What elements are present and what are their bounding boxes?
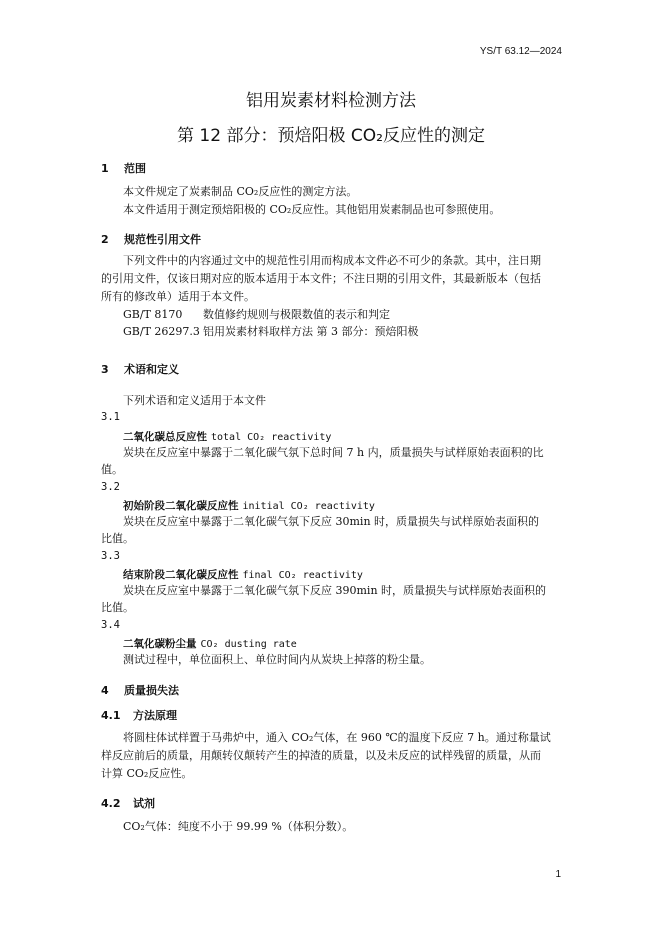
term-english: initial CO₂ reactivity xyxy=(242,501,375,512)
paragraph: 计算 CO₂反应性。 xyxy=(101,767,193,780)
reference-item xyxy=(123,325,419,339)
term-number: 3.3 xyxy=(101,550,120,562)
section-3-heading xyxy=(101,361,179,377)
section-number: 1 xyxy=(101,162,109,175)
term-heading xyxy=(123,498,375,513)
subsection-title: 方法原理 xyxy=(133,709,177,722)
section-title: 质量损失法 xyxy=(124,684,179,697)
term-definition: 比值。 xyxy=(101,601,134,614)
term-chinese: 初始阶段二氧化碳反应性 xyxy=(123,500,239,512)
paragraph: 的引用文件，仅该日期对应的版本适用于本文件；不注日期的引用文件，其最新版本（包括 xyxy=(101,272,541,285)
section-4-heading xyxy=(101,682,179,698)
section-title: 规范性引用文件 xyxy=(124,233,201,246)
section-number: 4 xyxy=(101,684,109,697)
term-english: CO₂ dusting rate xyxy=(200,639,297,650)
term-heading xyxy=(123,567,363,582)
reference-code: GB/T 26297.3 xyxy=(123,325,200,338)
section-number: 2 xyxy=(101,233,109,246)
paragraph: 下列术语和定义适用于本文件 xyxy=(123,394,266,407)
subsection-title: 试剂 xyxy=(133,797,155,810)
term-definition: 比值。 xyxy=(101,532,134,545)
subsection-number: 4.1 xyxy=(101,709,121,722)
term-number: 3.1 xyxy=(101,411,120,423)
paragraph: CO₂气体：纯度不小于 99.99 %（体积分数）。 xyxy=(123,820,354,833)
document-code: YS/T 63.12—2024 xyxy=(479,46,562,57)
term-chinese: 二氧化碳总反应性 xyxy=(123,431,207,443)
section-2-heading xyxy=(101,231,201,247)
reference-item xyxy=(123,308,390,322)
term-definition: 炭块在反应室中暴露于二氧化碳气氛下反应 390min 时，质量损失与试样原始表面积的 xyxy=(123,584,547,597)
paragraph: 样反应前后的质量，用颠转仪颠转产生的掉渣的质量，以及未反应的试样残留的质量，从而 xyxy=(101,749,541,762)
term-heading xyxy=(123,636,297,651)
term-definition: 值。 xyxy=(101,463,123,476)
term-english: final CO₂ reactivity xyxy=(242,570,363,581)
term-chinese: 二氧化碳粉尘量 xyxy=(123,638,197,650)
paragraph: 将圆柱体试样置于马弗炉中，通入 CO₂气体，在 960 ℃的温度下反应 7 h。通过称量试 xyxy=(123,731,551,744)
term-english: total CO₂ reactivity xyxy=(211,432,332,443)
term-number: 3.4 xyxy=(101,619,120,631)
reference-title: 数值修约规则与极限数值的表示和判定 xyxy=(203,308,390,321)
paragraph: 所有的修改单）适用于本文件。 xyxy=(101,290,255,303)
paragraph: 本文件适用于测定预焙阳极的 CO₂反应性。其他铝用炭素制品也可参照使用。 xyxy=(123,203,501,216)
term-definition: 测试过程中，单位面积上、单位时间内从炭块上掉落的粉尘量。 xyxy=(123,653,431,666)
subsection-4-2-heading xyxy=(101,795,155,811)
subsection-number: 4.2 xyxy=(101,797,121,810)
section-title: 术语和定义 xyxy=(124,363,179,376)
document-subtitle: 第 12 部分：预焙阳极 CO₂反应性的测定 xyxy=(177,126,485,146)
subsection-4-1-heading xyxy=(101,707,177,723)
paragraph: 下列文件中的内容通过文中的规范性引用而构成本文件必不可少的条款。其中，注日期 xyxy=(123,254,541,267)
term-chinese: 结束阶段二氧化碳反应性 xyxy=(123,569,239,581)
term-number: 3.2 xyxy=(101,481,120,493)
section-number: 3 xyxy=(101,363,109,376)
paragraph: 本文件规定了炭素制品 CO₂反应性的测定方法。 xyxy=(123,185,358,198)
page-number: 1 xyxy=(555,869,561,880)
term-heading xyxy=(123,429,331,444)
reference-title: 铝用炭素材料取样方法 第 3 部分：预焙阳极 xyxy=(203,325,419,338)
document-title: 铝用炭素材料检测方法 xyxy=(246,91,416,111)
term-definition: 炭块在反应室中暴露于二氧化碳气氛下总时间 7 h 内，质量损失与试样原始表面积的比 xyxy=(123,446,544,459)
term-definition: 炭块在反应室中暴露于二氧化碳气氛下反应 30min 时，质量损失与试样原始表面积的 xyxy=(123,515,540,528)
section-title: 范围 xyxy=(124,162,146,175)
reference-code: GB/T 8170 xyxy=(123,308,183,321)
section-1-heading xyxy=(101,160,146,176)
